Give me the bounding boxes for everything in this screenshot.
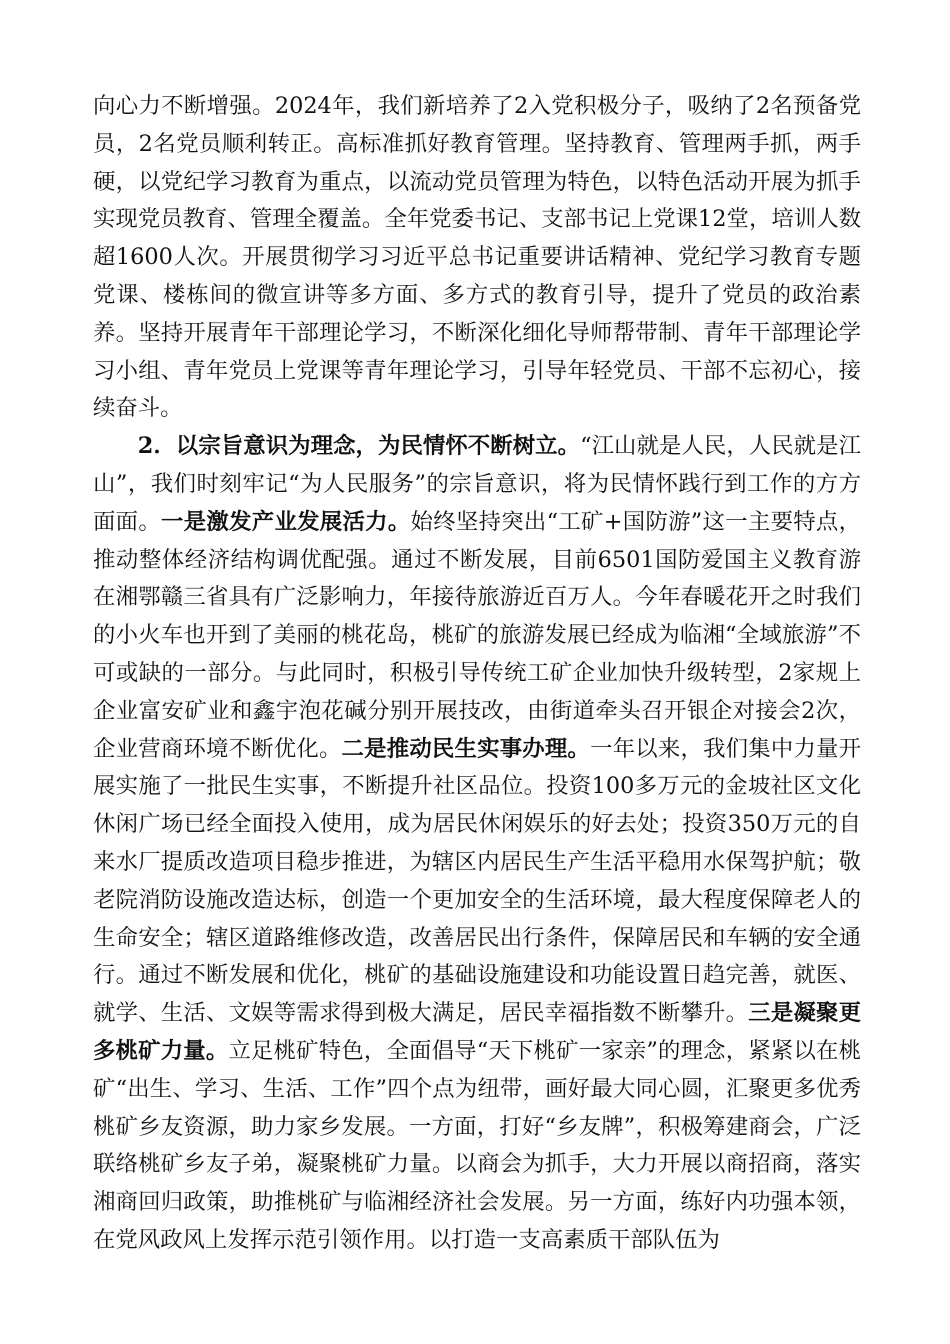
section-heading: 2．以宗旨意识为理念，为民情怀不断树立。 xyxy=(137,433,581,460)
paragraph-continuation: 向心力不断增强。2024年，我们新培养了2入党积极分子，吸纳了2名预备党员，2名党员顺利转正。高标准抓好教育管理。坚持教育、管理两手抓，两手硬，以党纪学习教育为重点，以流动党员管理为特色，以特色活动开展为抓手实现党员教育、管理全覆盖。全年党委书记、支部书记上党课12堂，培训人数超1600人次。开展贯彻学习习近平总书记重要讲话精神、党纪学习教育专题党课、楼栋间的微宣讲等多方面、多方式的教育引导，提升了党员的政治素养。坚持开展青年干部理论学习，不断深化细化导师帮带制、青年干部理论学习小组、青年党员上党课等青年理论学习，引导年轻党员、干部不忘初心，接续奋斗。 xyxy=(93,93,861,422)
document-page xyxy=(93,88,861,1260)
point-1-text: 始终坚持突出“工矿+国防游”这一主要特点，推动整体经济结构调优配强。通过不断发展，目前6501国防爱国主义教育游在湘鄂赣三省具有广泛影响力，年接待旅游近百万人。今年春暖花开之时我们的小火车也开到了美丽的桃花岛，桃矿的旅游发展已经成为临湘“全域旅游”不可或缺的一部分。与此同时，积极引导传统工矿企业加快升级转型，2家规上企业富安矿业和鑫宇泡花碱分别开展技改，由街道牵头召开银企对接会2次，企业营商环境不断优化。 xyxy=(93,508,862,762)
point-1-title: 一是激发产业发展活力。 xyxy=(161,508,411,535)
point-2-title: 二是推动民生实事办理。 xyxy=(341,735,591,762)
paragraph-section-2 xyxy=(93,428,861,1260)
point-3-text: 立足桃矿特色，全面倡导“天下桃矿一家亲”的理念，紧紧以在桃矿“出生、学习、生活、工作”四个点为纽带，画好最大同心圆，汇聚更多优秀桃矿乡友资源，助力家乡发展。一方面，打好“乡友牌”，积极筹建商会，广泛联络桃矿乡友子弟，凝聚桃矿力量。以商会为抓手，大力开展以商招商，落实湘商回归政策，助推桃矿与临湘经济社会发展。另一方面，练好内功强本领，在党风政风上发挥示范引领作用。以打造一支高素质干部队伍为 xyxy=(93,1037,862,1253)
section-intro: “江山就是人民，人民就是江山”，我们时刻牢记“为人民服务”的宗旨意识，将为民情怀践行到工作的方方面面。 xyxy=(93,433,861,535)
point-2-text: 一年以来，我们集中力量开展实施了一批民生实事，不断提升社区品位。投资100多万元的金坡社区文化休闲广场已经全面投入使用，成为居民休闲娱乐的好去处；投资350万元的自来水厂提质改造项目稳步推进，为辖区内居民生产生活平稳用水保驾护航；敬老院消防设施改造达标，创造一个更加安全的生活环境，最大程度保障老人的生命安全；辖区道路维修改造，改善居民出行条件，保障居民和车辆的安全通行。通过不断发展和优化，桃矿的基础设施建设和功能设置日趋完善，就医、就学、生活、文娱等需求得到极大满足，居民幸福指数不断攀升。 xyxy=(93,735,862,1027)
point-3-title: 三是凝聚更多桃矿力量。 xyxy=(93,1000,862,1064)
